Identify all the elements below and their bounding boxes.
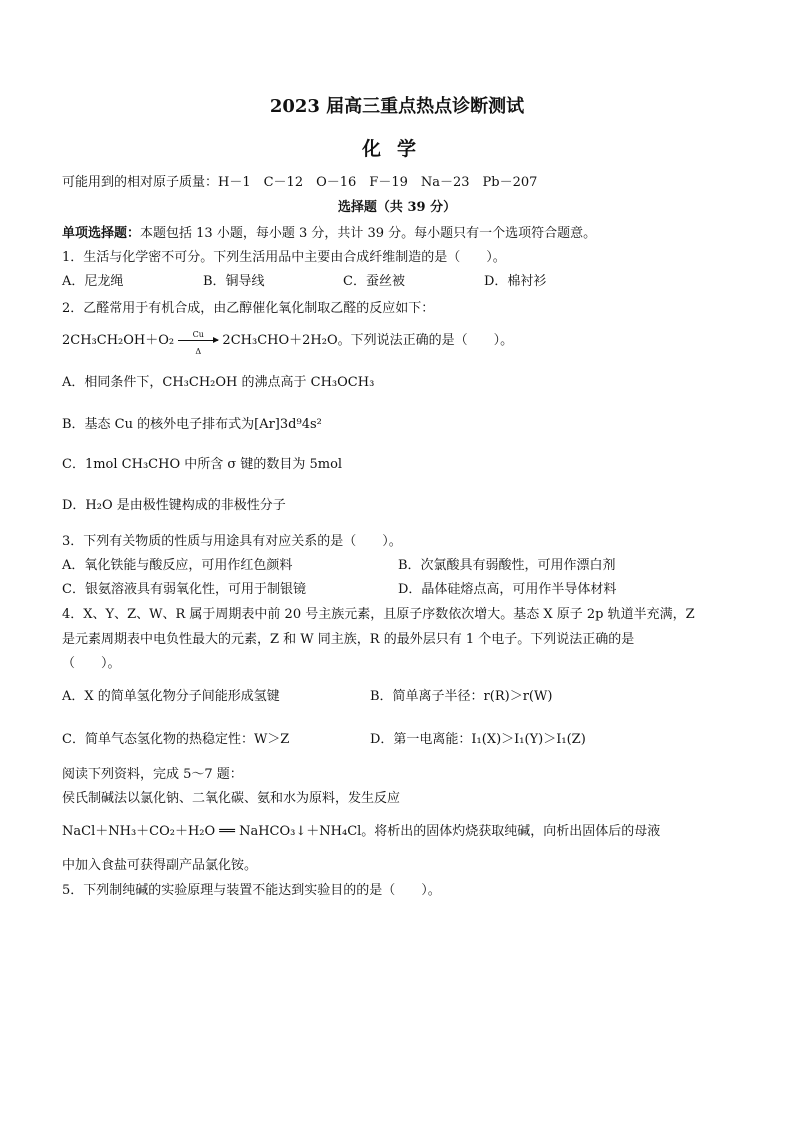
q4-option-b: B．简单离子半径：r(R)＞r(W) (370, 689, 553, 704)
instructions-label: 单项选择题： (62, 226, 141, 241)
q2-eq-right: 2CH₃CHO＋2H₂O (222, 333, 338, 348)
q3-option-b: B．次氯酸具有弱酸性，可用作漂白剂 (398, 558, 616, 573)
instructions (62, 225, 596, 243)
reading-line1: 侯氏制碱法以氯化钠、二氧化碳、氨和水为原料，发生反应 (62, 791, 401, 806)
reading-line3: 中加入食盐可获得副产品氯化铵。 (62, 858, 258, 873)
q2-eq-tail: 。下列说法正确的是（ ）。 (337, 333, 514, 348)
q2-stem: 2．乙醛常用于有机合成，由乙醇催化氧化制取乙醛的反应如下： (62, 301, 435, 316)
q2-option-a: A．相同条件下，CH₃CH₂OH 的沸点高于 CH₃OCH₃ (62, 375, 375, 390)
q1-option-a: A．尼龙绳 (62, 274, 124, 289)
q4-option-c: C．简单气态氢化物的热稳定性：W＞Z (62, 732, 290, 747)
reaction-arrow-icon (178, 330, 218, 356)
q1-option-d: D．棉衬衫 (484, 274, 547, 289)
instructions-text: 本题包括 13 小题，每小题 3 分，共计 39 分。每小题只有一个选项符合题意。 (140, 226, 597, 241)
q4-option-d: D．第一电离能：I₁(X)＞I₁(Y)＞I₁(Z) (370, 732, 586, 747)
q2-option-d: D．H₂O 是由极性键构成的非极性分子 (62, 498, 286, 513)
reading-intro: 阅读下列资料，完成 5～7 题： (62, 767, 243, 782)
q1-option-b: B．铜导线 (203, 274, 265, 289)
subject-title: 化学 (361, 138, 432, 160)
q4-option-a: A．X 的简单氢化物分子间能形成氢键 (62, 689, 280, 704)
q2-eq-condition-bottom: Δ (195, 347, 202, 356)
q2-eq-left: 2CH₃CH₂OH＋O₂ (62, 333, 175, 348)
reading-equation-tail: 。将析出的固体灼烧获取纯碱，向析出固体后的母液 (361, 824, 661, 839)
q3-option-c: C．银氨溶液具有弱氧化性，可用于制银镜 (62, 582, 306, 597)
q5-stem: 5．下列制纯碱的实验原理与装置不能达到实验目的的是（ ）。 (62, 883, 441, 898)
q2-equation (62, 330, 514, 356)
q2-option-b: B．基态 Cu 的核外电子排布式为[Ar]3d⁹4s² (62, 417, 322, 432)
reading-equation-line (62, 823, 660, 841)
q4-stem-line3: （ ）。 (62, 656, 121, 671)
q2-eq-condition-top: Cu (192, 330, 204, 339)
q2-option-c: C．1mol CH₃CHO 中所含 σ 键的数目为 5mol (62, 457, 343, 472)
q1-option-c: C．蚕丝被 (343, 274, 405, 289)
q4-stem-line1: 4．X、Y、Z、W、R 属于周期表中前 20 号主族元素，且原子序数依次增大。基态 X 原子 2p 轨道半充满，Z (62, 607, 695, 622)
q3-stem: 3．下列有关物质的性质与用途具有对应关系的是（ ）。 (62, 534, 402, 549)
q3-option-d: D．晶体硅熔点高，可用作半导体材料 (398, 582, 617, 597)
q1-stem: 1．生活与化学密不可分。下列生活用品中主要由合成纤维制造的是（ ）。 (62, 250, 506, 265)
q4-stem-line2: 是元素周期表中电负性最大的元素，Z 和 W 同主族，R 的最外层只有 1 个电子。下列说法正确的是 (62, 632, 635, 647)
reading-equation: NaCl＋NH₃＋CO₂＋H₂O ══ NaHCO₃↓＋NH₄Cl (62, 824, 362, 839)
exam-title: 2023 届高三重点热点诊断测试 (269, 96, 525, 117)
section-title: 选择题（共 39 分） (337, 200, 457, 215)
q3-option-a: A．氧化铁能与酸反应，可用作红色颜料 (62, 558, 293, 573)
atomic-masses: 可能用到的相对原子质量：H－1 C－12 O－16 F－19 Na－23 Pb－207 (62, 175, 538, 190)
